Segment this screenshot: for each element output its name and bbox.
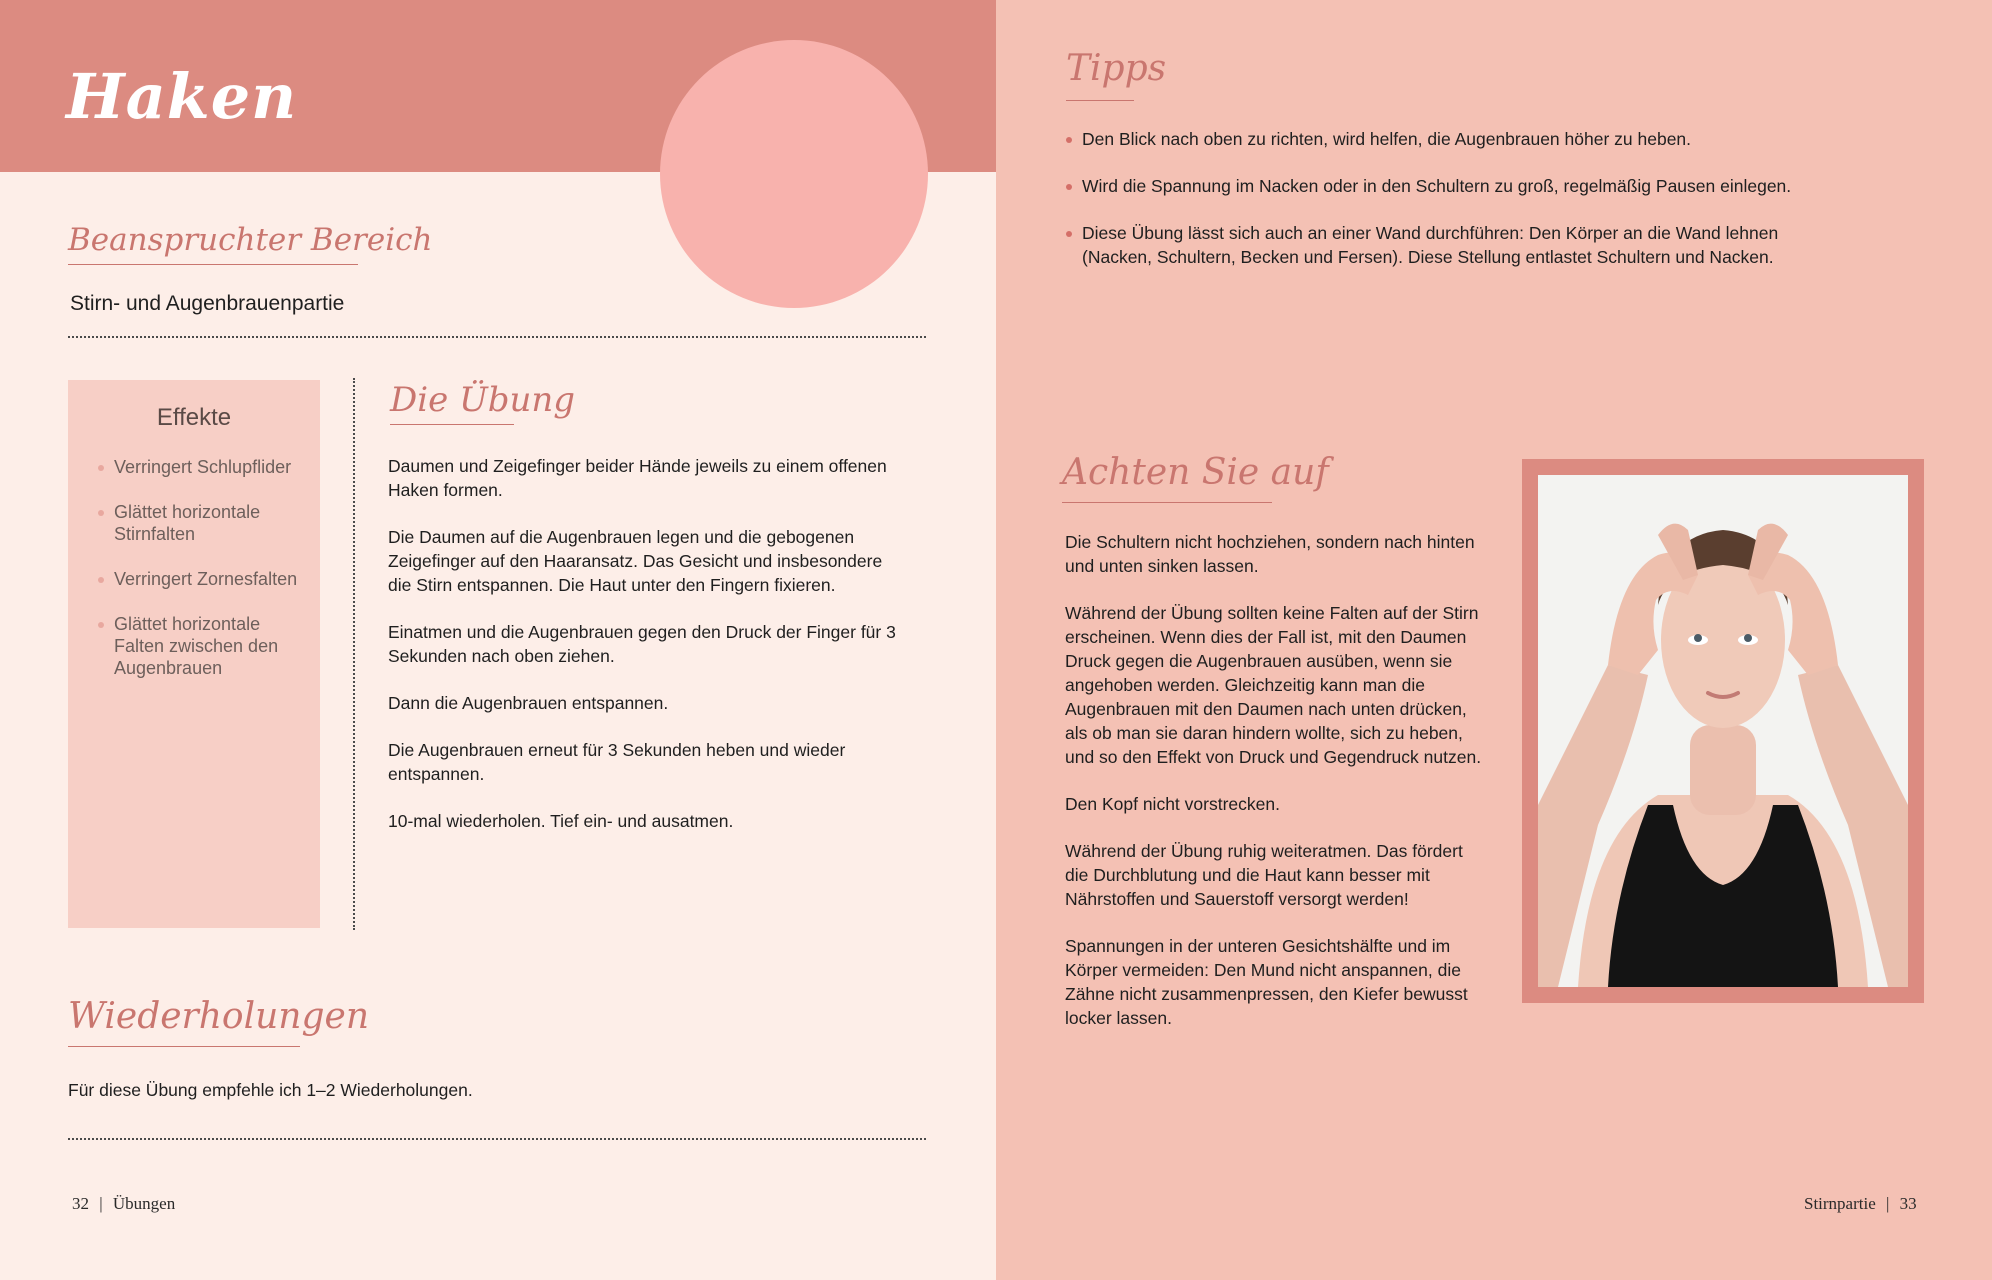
page-title: Haken (66, 60, 298, 133)
divider-bottom (68, 1138, 926, 1140)
footer-section: Übungen (112, 1194, 176, 1213)
footer-separator: | (1886, 1194, 1890, 1213)
tips-item: Den Blick nach oben zu richten, wird helfen, die Augenbrauen höher zu heben. (1066, 127, 1826, 151)
footer-section: Stirnpartie (1804, 1194, 1876, 1213)
woman-illustration (1538, 475, 1908, 987)
area-text: Stirn- und Augenbrauenpartie (70, 292, 345, 315)
right-footer (1804, 1194, 1917, 1214)
exercise-paragraph: Daumen und Zeigefinger beider Hände jeweils zu einem offenen Haken formen. (388, 456, 887, 500)
tips-list (1066, 127, 1826, 292)
exercise-paragraph: Einatmen und die Augenbrauen gegen den Druck der Finger für 3 Sekunden nach oben ziehen. (388, 622, 896, 666)
tips-heading: Tipps (1066, 48, 1167, 89)
tips-item: Diese Übung lässt sich auch an einer Wand durchführen: Den Körper an die Wand lehnen (Nacken, Schultern, Becken und Fersen). Diese Stellung entlastet Schultern und Nacken. (1066, 221, 1826, 269)
attention-heading: Achten Sie auf (1062, 452, 1329, 493)
page-number: 33 (1899, 1194, 1917, 1213)
exercise-paragraph: Die Daumen auf die Augenbrauen legen und die gebogenen Zeigefinger auf den Haaransatz. Das Gesicht und insbesondere die Stirn entspannen. Die Haut unter den Fingern fixieren. (388, 527, 883, 595)
area-heading-underline (68, 264, 358, 265)
attention-paragraph: Die Schultern nicht hochziehen, sondern nach hinten und unten sinken lassen. (1065, 532, 1475, 576)
exercise-paragraph: Dann die Augenbrauen entspannen. (388, 693, 669, 713)
attention-paragraph: Während der Übung ruhig weiteratmen. Das fördert die Durchblutung und die Haut kann besser mit Nährstoffen und Sauerstoff versorgt werden! (1065, 841, 1463, 909)
repetitions-text: Für diese Übung empfehle ich 1–2 Wiederholungen. (68, 1080, 473, 1100)
effects-item: Glättet horizontale Stirnfalten (96, 501, 306, 545)
repetitions-heading: Wiederholungen (68, 996, 370, 1037)
exercise-photo (1538, 475, 1908, 987)
exercise-text (388, 454, 908, 856)
divider-top (68, 336, 926, 338)
photo-frame (1522, 459, 1924, 1003)
exercise-paragraph: Die Augenbrauen erneut für 3 Sekunden heben und wieder entspannen. (388, 740, 846, 784)
left-footer (72, 1194, 175, 1214)
exercise-paragraph: 10-mal wiederholen. Tief ein- und ausatmen. (388, 811, 734, 831)
attention-paragraph: Während der Übung sollten keine Falten auf der Stirn erscheinen. Wenn dies der Fall ist, mit den Daumen Druck gegen die Augenbrauen ausüben, wenn sie angehoben werden. Gleichzeitig kann man die Augenbrauen mit den Daumen nach unten drücken, als ob man sie daran hindern wollte, sich zu heben, und so den Effekt von Druck und Gegendruck nutzen. (1065, 603, 1482, 767)
exercise-heading: Die Übung (390, 380, 576, 420)
attention-heading-underline (1062, 502, 1272, 503)
area-heading: Beanspruchter Bereich (68, 222, 433, 258)
effects-item: Glättet horizontale Falten zwischen den Augenbrauen (96, 613, 306, 679)
effects-title: Effekte (156, 404, 232, 431)
effects-item: Verringert Schlupflider (96, 456, 306, 478)
exercise-heading-underline (390, 424, 514, 425)
attention-paragraph: Den Kopf nicht vorstrecken. (1065, 794, 1280, 814)
decorative-circle (660, 40, 928, 308)
effects-box (68, 380, 320, 928)
tips-item: Wird die Spannung im Nacken oder in den Schultern zu groß, regelmäßig Pausen einlegen. (1066, 174, 1826, 198)
vertical-divider (353, 378, 355, 930)
tips-heading-underline (1066, 100, 1134, 101)
attention-paragraph: Spannungen in der unteren Gesichtshälfte und im Körper vermeiden: Den Mund nicht anspannen, die Zähne nicht zusammenpressen, den Kiefer bewusst locker lassen. (1065, 936, 1468, 1028)
effects-item: Verringert Zornesfalten (96, 568, 306, 590)
attention-text (1065, 530, 1485, 1053)
footer-separator: | (99, 1194, 103, 1213)
repetitions-heading-underline (68, 1046, 300, 1047)
effects-list (96, 456, 306, 702)
page-number: 32 (72, 1194, 89, 1213)
